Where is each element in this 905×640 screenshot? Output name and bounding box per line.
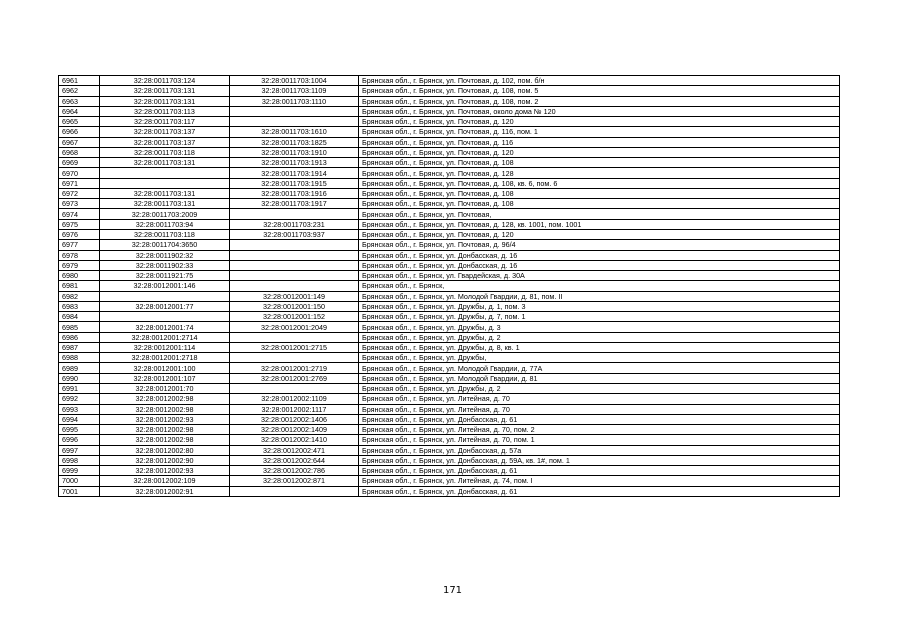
building-cadastral-number-cell (230, 260, 359, 270)
land-cadastral-number-cell: 32:28:0012002:109 (100, 476, 230, 486)
building-cadastral-number-cell (230, 106, 359, 116)
land-cadastral-number-cell (100, 168, 230, 178)
land-cadastral-number-cell (100, 312, 230, 322)
table-row (59, 425, 840, 435)
row-number-cell: 6965 (59, 117, 100, 127)
row-number-cell: 6972 (59, 188, 100, 198)
land-cadastral-number-cell: 32:28:0012002:93 (100, 466, 230, 476)
row-number-cell: 6982 (59, 291, 100, 301)
building-cadastral-number-cell: 32:28:0012002:1117 (230, 404, 359, 414)
land-cadastral-number-cell: 32:28:0011902:33 (100, 260, 230, 270)
address-cell: Брянская обл., г. Брянск, (359, 281, 840, 291)
building-cadastral-number-cell: 32:28:0012002:1406 (230, 414, 359, 424)
row-number-cell: 6978 (59, 250, 100, 260)
land-cadastral-number-cell: 32:28:0012001:107 (100, 373, 230, 383)
table-row (59, 332, 840, 342)
table-row (59, 260, 840, 270)
building-cadastral-number-cell: 32:28:0012002:871 (230, 476, 359, 486)
row-number-cell: 6981 (59, 281, 100, 291)
row-number-cell: 6976 (59, 229, 100, 239)
address-cell: Брянская обл., г. Брянск, ул. Почтовая, д. 120 (359, 147, 840, 157)
table-row (59, 250, 840, 260)
land-cadastral-number-cell: 32:28:0011902:32 (100, 250, 230, 260)
land-cadastral-number-cell: 32:28:0011704:3650 (100, 240, 230, 250)
address-cell: Брянская обл., г. Брянск, ул. Молодой Гвардии, д. 81 (359, 373, 840, 383)
land-cadastral-number-cell: 32:28:0011703:2009 (100, 209, 230, 219)
registry-table-container (58, 75, 839, 497)
table-row (59, 168, 840, 178)
table-row (59, 363, 840, 373)
building-cadastral-number-cell: 32:28:0011703:1917 (230, 199, 359, 209)
table-row (59, 137, 840, 147)
building-cadastral-number-cell: 32:28:0011703:1109 (230, 86, 359, 96)
land-cadastral-number-cell: 32:28:0011703:131 (100, 188, 230, 198)
row-number-cell: 6975 (59, 219, 100, 229)
address-cell: Брянская обл., г. Брянск, ул. Литейная, д. 70 (359, 394, 840, 404)
address-cell: Брянская обл., г. Брянск, ул. Дружбы, д. 8, кв. 1 (359, 342, 840, 352)
address-cell: Брянская обл., г. Брянск, ул. Дружбы, д. 2 (359, 383, 840, 393)
building-cadastral-number-cell: 32:28:0012002:644 (230, 455, 359, 465)
address-cell: Брянская обл., г. Брянск, ул. Молодой Гвардии, д. 77А (359, 363, 840, 373)
address-cell: Брянская обл., г. Брянск, ул. Донбасская, д. 61 (359, 414, 840, 424)
table-row (59, 117, 840, 127)
building-cadastral-number-cell (230, 281, 359, 291)
table-row (59, 301, 840, 311)
building-cadastral-number-cell: 32:28:0012001:152 (230, 312, 359, 322)
row-number-cell: 6980 (59, 271, 100, 281)
land-cadastral-number-cell: 32:28:0012001:114 (100, 342, 230, 352)
address-cell: Брянская обл., г. Брянск, ул. Почтовая, д. 108 (359, 199, 840, 209)
land-cadastral-number-cell: 32:28:0011703:118 (100, 147, 230, 157)
table-row (59, 486, 840, 496)
address-cell: Брянская обл., г. Брянск, ул. Дружбы, д. 2 (359, 332, 840, 342)
row-number-cell: 6993 (59, 404, 100, 414)
address-cell: Брянская обл., г. Брянск, ул. Почтовая, д. 116 (359, 137, 840, 147)
building-cadastral-number-cell: 32:28:0012001:149 (230, 291, 359, 301)
land-cadastral-number-cell: 32:28:0012001:2714 (100, 332, 230, 342)
address-cell: Брянская обл., г. Брянск, ул. Донбасская, д. 61 (359, 486, 840, 496)
row-number-cell: 6966 (59, 127, 100, 137)
table-row (59, 219, 840, 229)
land-cadastral-number-cell: 32:28:0012002:93 (100, 414, 230, 424)
address-cell: Брянская обл., г. Брянск, ул. Литейная, д. 70, пом. 2 (359, 425, 840, 435)
table-row (59, 435, 840, 445)
table-row (59, 394, 840, 404)
table-row (59, 404, 840, 414)
address-cell: Брянская обл., г. Брянск, ул. Почтовая, д. 120 (359, 117, 840, 127)
row-number-cell: 6969 (59, 158, 100, 168)
building-cadastral-number-cell: 32:28:0011703:1915 (230, 178, 359, 188)
row-number-cell: 6994 (59, 414, 100, 424)
building-cadastral-number-cell (230, 209, 359, 219)
building-cadastral-number-cell: 32:28:0012002:1109 (230, 394, 359, 404)
address-cell: Брянская обл., г. Брянск, ул. Литейная, д. 70, пом. 1 (359, 435, 840, 445)
building-cadastral-number-cell: 32:28:0012001:2719 (230, 363, 359, 373)
row-number-cell: 6988 (59, 353, 100, 363)
row-number-cell: 6989 (59, 363, 100, 373)
row-number-cell: 6997 (59, 445, 100, 455)
table-row (59, 353, 840, 363)
land-cadastral-number-cell: 32:28:0011703:113 (100, 106, 230, 116)
address-cell: Брянская обл., г. Брянск, ул. Почтовая, д. 128, кв. 1001, пом. 1001 (359, 219, 840, 229)
registry-table-body (59, 76, 840, 497)
building-cadastral-number-cell: 32:28:0012001:150 (230, 301, 359, 311)
table-row (59, 229, 840, 239)
row-number-cell: 7001 (59, 486, 100, 496)
land-cadastral-number-cell: 32:28:0012001:74 (100, 322, 230, 332)
table-row (59, 76, 840, 86)
land-cadastral-number-cell: 32:28:0011703:137 (100, 137, 230, 147)
building-cadastral-number-cell: 32:28:0011703:1004 (230, 76, 359, 86)
address-cell: Брянская обл., г. Брянск, ул. Почтовая, д. 108, пом. 5 (359, 86, 840, 96)
building-cadastral-number-cell: 32:28:0012002:471 (230, 445, 359, 455)
land-cadastral-number-cell (100, 178, 230, 188)
building-cadastral-number-cell (230, 240, 359, 250)
building-cadastral-number-cell: 32:28:0012002:1409 (230, 425, 359, 435)
land-cadastral-number-cell: 32:28:0012001:70 (100, 383, 230, 393)
land-cadastral-number-cell: 32:28:0011703:131 (100, 199, 230, 209)
building-cadastral-number-cell: 32:28:0011703:1910 (230, 147, 359, 157)
row-number-cell: 6962 (59, 86, 100, 96)
table-row (59, 106, 840, 116)
row-number-cell: 6970 (59, 168, 100, 178)
address-cell: Брянская обл., г. Брянск, ул. Почтовая, д. 120 (359, 229, 840, 239)
address-cell: Брянская обл., г. Брянск, ул. Донбасская, д. 16 (359, 260, 840, 270)
row-number-cell: 6971 (59, 178, 100, 188)
address-cell: Брянская обл., г. Брянск, ул. Почтовая, (359, 209, 840, 219)
table-row (59, 188, 840, 198)
land-cadastral-number-cell: 32:28:0012002:98 (100, 435, 230, 445)
table-row (59, 271, 840, 281)
row-number-cell: 7000 (59, 476, 100, 486)
table-row (59, 199, 840, 209)
table-row (59, 178, 840, 188)
row-number-cell: 6992 (59, 394, 100, 404)
address-cell: Брянская обл., г. Брянск, ул. Донбасская, д. 59А, кв. 1#, пом. 1 (359, 455, 840, 465)
table-row (59, 240, 840, 250)
land-cadastral-number-cell: 32:28:0011703:118 (100, 229, 230, 239)
building-cadastral-number-cell (230, 250, 359, 260)
table-row (59, 466, 840, 476)
building-cadastral-number-cell: 32:28:0011703:231 (230, 219, 359, 229)
row-number-cell: 6987 (59, 342, 100, 352)
building-cadastral-number-cell (230, 353, 359, 363)
table-row (59, 322, 840, 332)
page-number: 171 (442, 585, 463, 596)
table-row (59, 445, 840, 455)
row-number-cell: 6977 (59, 240, 100, 250)
row-number-cell: 6974 (59, 209, 100, 219)
land-cadastral-number-cell: 32:28:0011703:131 (100, 158, 230, 168)
table-row (59, 86, 840, 96)
row-number-cell: 6984 (59, 312, 100, 322)
land-cadastral-number-cell: 32:28:0012002:98 (100, 394, 230, 404)
table-row (59, 383, 840, 393)
address-cell: Брянская обл., г. Брянск, ул. Почтовая, д. 102, пом. б/н (359, 76, 840, 86)
address-cell: Брянская обл., г. Брянск, ул. Дружбы, д. 1, пом. 3 (359, 301, 840, 311)
row-number-cell: 6986 (59, 332, 100, 342)
table-row (59, 158, 840, 168)
address-cell: Брянская обл., г. Брянск, ул. Дружбы, д. 3 (359, 322, 840, 332)
address-cell: Брянская обл., г. Брянск, ул. Почтовая, д. 108 (359, 188, 840, 198)
building-cadastral-number-cell (230, 117, 359, 127)
building-cadastral-number-cell: 32:28:0011703:937 (230, 229, 359, 239)
building-cadastral-number-cell: 32:28:0011703:1914 (230, 168, 359, 178)
table-row (59, 414, 840, 424)
land-cadastral-number-cell: 32:28:0011703:131 (100, 86, 230, 96)
row-number-cell: 6967 (59, 137, 100, 147)
building-cadastral-number-cell: 32:28:0012001:2715 (230, 342, 359, 352)
address-cell: Брянская обл., г. Брянск, ул. Почтовая, д. 116, пом. 1 (359, 127, 840, 137)
building-cadastral-number-cell: 32:28:0011703:1610 (230, 127, 359, 137)
land-cadastral-number-cell: 32:28:0011703:124 (100, 76, 230, 86)
address-cell: Брянская обл., г. Брянск, ул. Дружбы, (359, 353, 840, 363)
table-row (59, 281, 840, 291)
table-row (59, 96, 840, 106)
address-cell: Брянская обл., г. Брянск, ул. Почтовая, д. 108, кв. 6, пом. 6 (359, 178, 840, 188)
building-cadastral-number-cell: 32:28:0012002:1410 (230, 435, 359, 445)
land-cadastral-number-cell: 32:28:0012002:91 (100, 486, 230, 496)
row-number-cell: 6964 (59, 106, 100, 116)
row-number-cell: 6979 (59, 260, 100, 270)
row-number-cell: 6968 (59, 147, 100, 157)
row-number-cell: 6963 (59, 96, 100, 106)
address-cell: Брянская обл., г. Брянск, ул. Дружбы, д. 7, пом. 1 (359, 312, 840, 322)
land-cadastral-number-cell: 32:28:0012001:146 (100, 281, 230, 291)
building-cadastral-number-cell (230, 486, 359, 496)
table-row (59, 455, 840, 465)
address-cell: Брянская обл., г. Брянск, ул. Молодой Гвардии, д. 81, пом. II (359, 291, 840, 301)
row-number-cell: 6983 (59, 301, 100, 311)
address-cell: Брянская обл., г. Брянск, ул. Донбасская, д. 16 (359, 250, 840, 260)
land-cadastral-number-cell: 32:28:0011703:117 (100, 117, 230, 127)
address-cell: Брянская обл., г. Брянск, ул. Донбасская, д. 61 (359, 466, 840, 476)
address-cell: Брянская обл., г. Брянск, ул. Почтовая, д. 128 (359, 168, 840, 178)
building-cadastral-number-cell: 32:28:0011703:1913 (230, 158, 359, 168)
address-cell: Брянская обл., г. Брянск, ул. Почтовая, д. 108 (359, 158, 840, 168)
address-cell: Брянская обл., г. Брянск, ул. Донбасская, д. 57а (359, 445, 840, 455)
table-row (59, 476, 840, 486)
address-cell: Брянская обл., г. Брянск, ул. Почтовая, д. 108, пом. 2 (359, 96, 840, 106)
land-cadastral-number-cell: 32:28:0011703:131 (100, 96, 230, 106)
land-cadastral-number-cell: 32:28:0012002:98 (100, 425, 230, 435)
address-cell: Брянская обл., г. Брянск, ул. Литейная, д. 70 (359, 404, 840, 414)
row-number-cell: 6998 (59, 455, 100, 465)
building-cadastral-number-cell (230, 332, 359, 342)
row-number-cell: 6985 (59, 322, 100, 332)
row-number-cell: 6961 (59, 76, 100, 86)
land-cadastral-number-cell: 32:28:0012002:80 (100, 445, 230, 455)
table-row (59, 209, 840, 219)
table-row (59, 147, 840, 157)
land-cadastral-number-cell (100, 291, 230, 301)
land-cadastral-number-cell: 32:28:0011921:75 (100, 271, 230, 281)
table-row (59, 373, 840, 383)
building-cadastral-number-cell: 32:28:0012001:2049 (230, 322, 359, 332)
table-row (59, 342, 840, 352)
table-row (59, 312, 840, 322)
land-cadastral-number-cell: 32:28:0012001:100 (100, 363, 230, 373)
address-cell: Брянская обл., г. Брянск, ул. Литейная, д. 74, пом. I (359, 476, 840, 486)
row-number-cell: 6990 (59, 373, 100, 383)
row-number-cell: 6995 (59, 425, 100, 435)
building-cadastral-number-cell (230, 271, 359, 281)
address-cell: Брянская обл., г. Брянск, ул. Почтовая, д. 96/4 (359, 240, 840, 250)
land-cadastral-number-cell: 32:28:0012001:2718 (100, 353, 230, 363)
building-cadastral-number-cell (230, 383, 359, 393)
land-cadastral-number-cell: 32:28:0012002:98 (100, 404, 230, 414)
building-cadastral-number-cell: 32:28:0012002:786 (230, 466, 359, 476)
row-number-cell: 6996 (59, 435, 100, 445)
row-number-cell: 6973 (59, 199, 100, 209)
land-cadastral-number-cell: 32:28:0012001:77 (100, 301, 230, 311)
registry-table (58, 75, 840, 497)
building-cadastral-number-cell: 32:28:0011703:1825 (230, 137, 359, 147)
building-cadastral-number-cell: 32:28:0012001:2769 (230, 373, 359, 383)
land-cadastral-number-cell: 32:28:0011703:94 (100, 219, 230, 229)
land-cadastral-number-cell: 32:28:0012002:90 (100, 455, 230, 465)
building-cadastral-number-cell: 32:28:0011703:1110 (230, 96, 359, 106)
table-row (59, 291, 840, 301)
table-row (59, 127, 840, 137)
row-number-cell: 6991 (59, 383, 100, 393)
address-cell: Брянская обл., г. Брянск, ул. Почтовая, около дома № 120 (359, 106, 840, 116)
row-number-cell: 6999 (59, 466, 100, 476)
building-cadastral-number-cell: 32:28:0011703:1916 (230, 188, 359, 198)
address-cell: Брянская обл., г. Брянск, ул. Гвардейская, д. 30А (359, 271, 840, 281)
land-cadastral-number-cell: 32:28:0011703:137 (100, 127, 230, 137)
